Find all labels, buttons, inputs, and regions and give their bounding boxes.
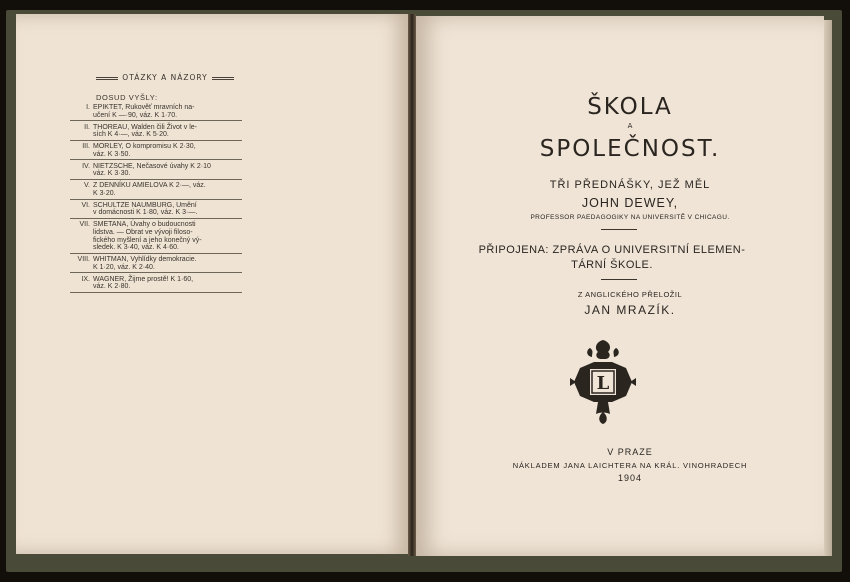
published-subheading: DOSUD VYŠLY: — [96, 93, 158, 102]
list-item-number: IX. — [81, 275, 90, 283]
heading-ornament-right — [212, 77, 234, 80]
list-item-number: VII. — [79, 221, 90, 229]
heading-ornament-left — [96, 77, 118, 80]
list-item-number: VIII. — [77, 256, 90, 264]
divider-rule-1 — [601, 229, 637, 230]
book-title-line1: ŠKOLA — [587, 94, 673, 120]
list-item — [70, 163, 242, 180]
list-item-number: III. — [82, 143, 90, 151]
lecture-line: TŘI PŘEDNÁŠKY, JEŽ MĚL — [549, 179, 711, 191]
appended-line1: PŘIPOJENA: ZPRÁVA O UNIVERSITNÍ ELEMEN- — [478, 244, 746, 256]
list-item-text: SMETANA, Úvahy o budoucnosti lidstva. — Obrat ve vývoji filoso- fického myšlení a jeho konečný vý- sledek. K 3·40, váz. K 4·60. — [93, 221, 202, 252]
divider-rule-2 — [601, 279, 637, 280]
list-item-number: II. — [84, 123, 90, 131]
author-name: JOHN DEWEY, — [581, 196, 679, 210]
book-gutter — [408, 14, 416, 556]
list-item-text: THOREAU, Walden čili Život v le- sích K 4·—, váz. K 5·20. — [93, 123, 197, 139]
publication-city: V PRAZE — [607, 447, 653, 457]
emblem-letter: L — [596, 373, 610, 394]
list-item-text: Z DENNÍKU AMIELOVA K 2·—, váz. K 3·20. — [93, 182, 206, 197]
list-item — [70, 182, 242, 199]
list-item-text: MORLEY, O kompromisu K 2·30, váz. K 3·50. — [93, 143, 196, 158]
list-item — [70, 124, 242, 141]
list-item — [70, 256, 242, 273]
list-item-number: V. — [84, 182, 90, 190]
title-conjunction: A — [627, 122, 633, 130]
list-item — [70, 221, 242, 253]
book-title-line2: SPOLEČNOST. — [539, 136, 721, 162]
list-item-text: NIETZSCHE, Nečasové úvahy K 2·10 váz. K 3·30. — [93, 162, 211, 178]
appended-line2: TÁRNÍ ŠKOLE. — [571, 259, 653, 271]
list-item-text: WAGNER, Žijme prostě! K 1·60, váz. K 2·80. — [93, 275, 194, 291]
publisher-emblem — [568, 338, 638, 426]
list-item — [70, 276, 242, 293]
list-item-number: IV. — [82, 162, 90, 170]
list-item-text: SCHULTZE NAUMBURG, Umění v domácnosti K 1·80, váz. K 3·—. — [93, 201, 198, 217]
list-item-text: EPIKTET, Rukověť mravních na- učení K —·90, váz. K 1·70. — [93, 104, 195, 119]
page-edges — [824, 20, 832, 556]
series-heading — [85, 73, 245, 82]
list-item-number: I. — [86, 104, 90, 111]
list-item — [70, 202, 242, 219]
list-item-text: WHITMAN, Vyhlídky demokracie. K 1·20, váz. K 2·40. — [93, 256, 197, 271]
publication-year: 1904 — [617, 473, 643, 483]
translator-name: JAN MRAZÍK. — [584, 303, 676, 317]
publisher-line: NÁKLADEM JANA LAICHTERA NA KRÁL. VINOHRADECH — [512, 461, 748, 470]
translated-by: Z ANGLICKÉHO PŘELOŽIL — [577, 290, 683, 299]
list-item-number: VI. — [81, 201, 90, 209]
published-list — [70, 104, 242, 295]
list-item — [70, 104, 242, 121]
author-title: PROFESSOR PAEDAGOGIKY NA UNIVERSITĚ V CHICAGU. — [530, 214, 730, 221]
list-item — [70, 143, 242, 160]
appended-note — [462, 243, 762, 273]
series-title: OTÁZKY A NÁZORY — [122, 73, 208, 82]
